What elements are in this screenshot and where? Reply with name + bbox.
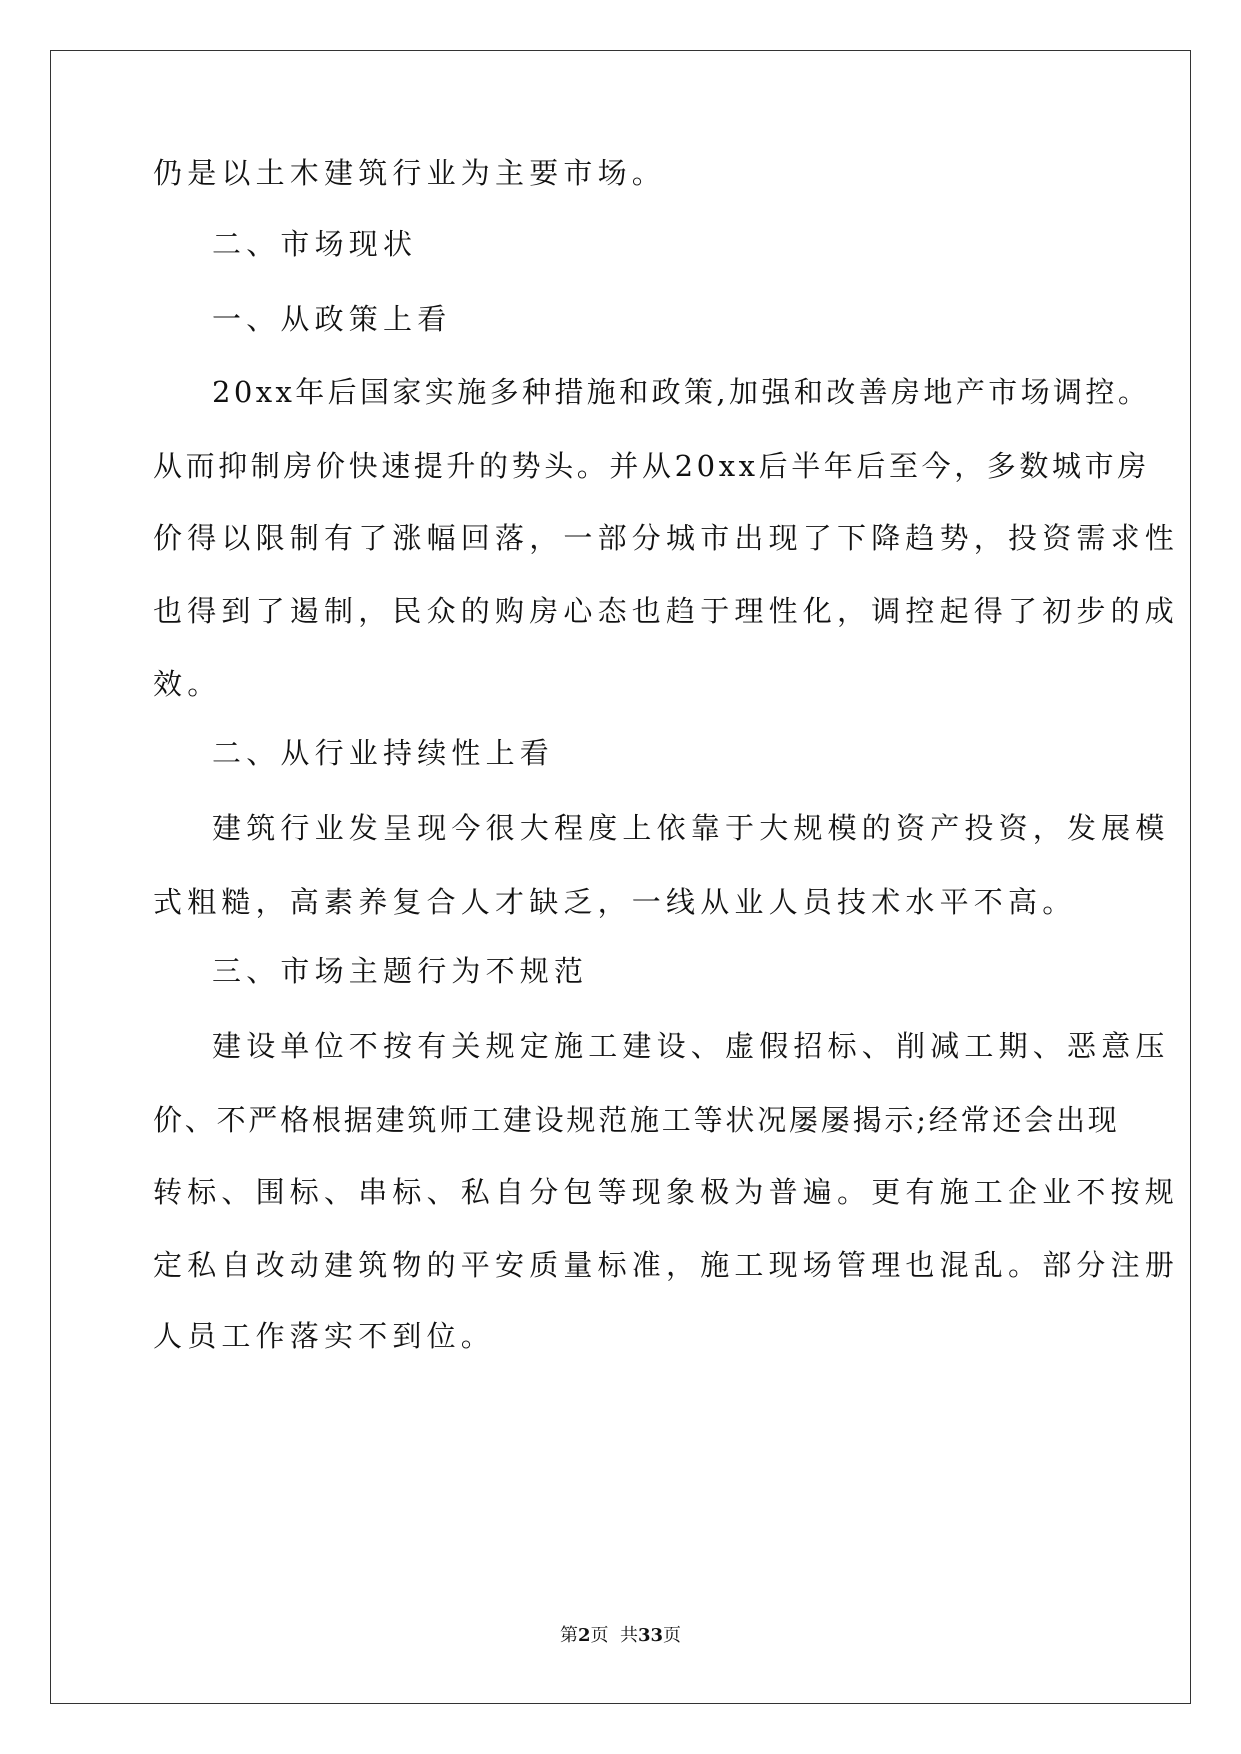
footer-mid: 页 共 — [590, 1625, 638, 1646]
subsection-heading: 三、市场主题行为不规范 — [212, 954, 589, 988]
paragraph-line: 建设单位不按有关规定施工建设、虚假招标、削减工期、恶意压 — [212, 1029, 1170, 1063]
paragraph-line: 定私自改动建筑物的平安质量标准，施工现场管理也混乱。部分注册 — [153, 1248, 1180, 1282]
paragraph-line: 转标、围标、串标、私自分包等现象极为普遍。更有施工企业不按规 — [153, 1175, 1180, 1209]
paragraph-line: 价得以限制有了涨幅回落，一部分城市出现了下降趋势，投资需求性 — [153, 521, 1180, 555]
subsection-heading: 一、从政策上看 — [212, 302, 452, 336]
section-heading: 二、市场现状 — [212, 227, 418, 261]
paragraph-line: 也得到了遏制，民众的购房心态也趋于理性化，调控起得了初步的成 — [153, 594, 1180, 628]
paragraph-line: 式粗糙，高素养复合人才缺乏，一线从业人员技术水平不高。 — [153, 885, 1077, 919]
total-page-number: 33 — [637, 1625, 664, 1646]
footer-prefix: 第 — [559, 1625, 578, 1646]
footer-suffix: 页 — [663, 1625, 682, 1646]
page-footer — [0, 1624, 1241, 1648]
paragraph-line: 从而抑制房价快速提升的势头。并从20xx后半年后至今，多数城市房 — [153, 449, 1150, 483]
paragraph-line: 建筑行业发呈现今很大程度上依靠于大规模的资产投资，发展模 — [212, 811, 1170, 845]
paragraph-line: 20xx年后国家实施多种措施和政策,加强和改善房地产市场调控。 — [212, 375, 1151, 409]
paragraph-line: 价、不严格根据建筑师工建设规范施工等状况屡屡揭示;经常还会出现 — [153, 1103, 1120, 1137]
paragraph-line: 人员工作落实不到位。 — [153, 1319, 496, 1353]
paragraph-line: 效。 — [153, 667, 222, 701]
subsection-heading: 二、从行业持续性上看 — [212, 736, 555, 770]
paragraph-line: 仍是以土木建筑行业为主要市场。 — [153, 156, 667, 190]
current-page-number: 2 — [577, 1625, 591, 1646]
